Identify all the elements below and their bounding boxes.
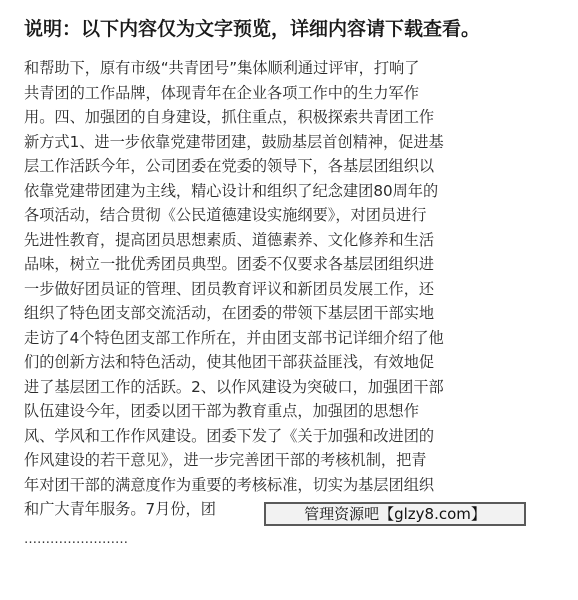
text-line: 队伍建设今年，团委以团干部为教育重点，加强团的思想作 [24,402,419,420]
text-line: 新方式1、进一步依靠党建带团建，鼓励基层首创精神，促进基 [24,132,444,151]
text-line: 各项活动，结合贯彻《公民道德建设实施纲要》，对团员进行 [24,206,427,224]
truncation-ellipsis: …………………… [24,532,128,547]
text-line: 组织了特色团支部交流活动，在团委的带领下基层团干部实地 [24,304,435,322]
document-body [24,56,556,522]
text-line: 品味，树立一批优秀团员典型。团委不仅要求各基层团组织进 [24,255,435,273]
text-line: 依靠党建带团建为主线，精心设计和组织了纪念建团80周年的 [24,181,439,200]
preview-notice: 说明：以下内容仅为文字预览，详细内容请下载查看。 [24,18,481,40]
site-watermark: 管理资源吧【glzy8.com】 [264,502,526,526]
text-line: 一步做好团员证的管理、团员教育评议和新团员发展工作，还 [24,279,435,298]
text-line: 走访了4个特色团支部工作所在，并由团支部书记详细介绍了他 [24,328,444,347]
text-line: 作风建设的若干意见》，进一步完善团干部的考核机制，把青 [24,451,427,469]
text-line: 用。四、加强团的自身建设，抓住重点，积极探索共青团工作 [24,108,435,126]
text-line: 们的创新方法和特色活动，使其他团干部获益匪浅，有效地促 [24,353,435,371]
text-line: 和帮助下，原有市级“共青团号”集体顺利通过评审，打响了 [24,59,420,77]
text-line: 和广大青年服务。7月份，团 [24,500,216,518]
text-line: 层工作活跃今年，公司团委在党委的领导下，各基层团组织以 [24,157,435,175]
text-line: 先进性教育，提高团员思想素质、道德素养、文化修养和生活 [24,230,435,249]
text-line: 进了基层团工作的活跃。2、以作风建设为突破口，加强团干部 [24,377,444,396]
text-line: 共青团的工作品牌，体现青年在企业各项工作中的生力军作 [24,83,419,102]
text-line: 风、学风和工作作风建设。团委下发了《关于加强和改进团的 [24,426,435,445]
text-line: 年对团干部的满意度作为重要的考核标准，切实为基层团组织 [24,475,435,494]
